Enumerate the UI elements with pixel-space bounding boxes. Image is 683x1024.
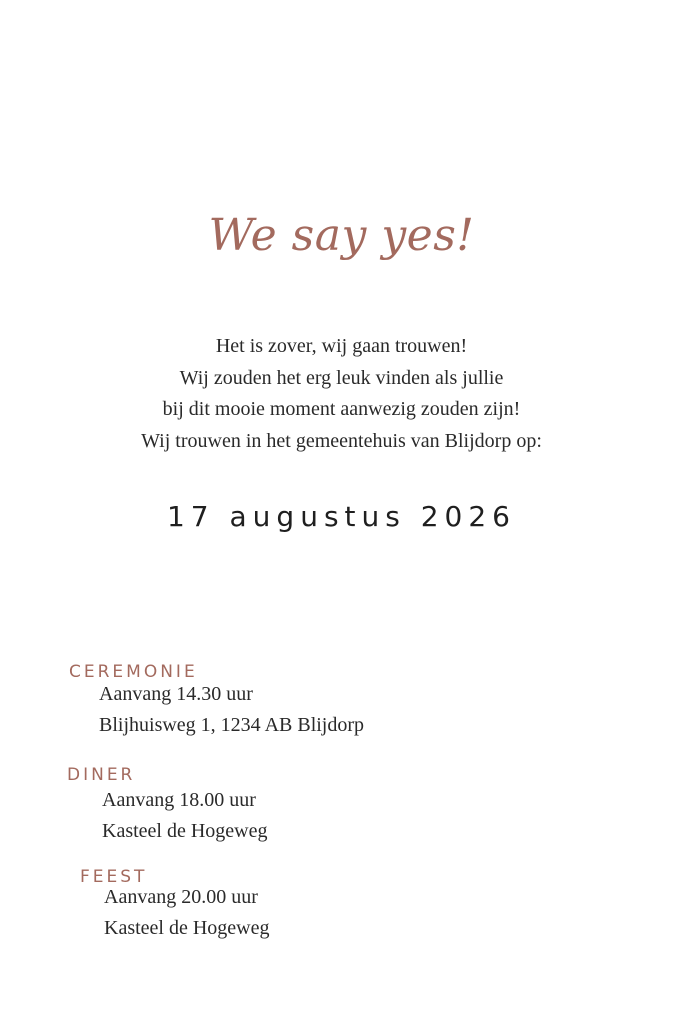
intro-line-2: Wij zouden het erg leuk vinden als jullie bbox=[179, 366, 504, 389]
headline: We say yes! bbox=[208, 210, 475, 261]
feest-location: Kasteel de Hogeweg bbox=[104, 917, 270, 939]
ceremonie-time: Aanvang 14.30 uur bbox=[99, 683, 253, 705]
diner-title: DINER bbox=[67, 765, 136, 785]
ceremonie-title: CEREMONIE bbox=[69, 662, 198, 682]
intro-line-1: Het is zover, wij gaan trouwen! bbox=[215, 335, 468, 357]
wedding-date: 17 augustus 2026 bbox=[166, 500, 516, 533]
feest-time: Aanvang 20.00 uur bbox=[104, 886, 258, 908]
diner-time: Aanvang 18.00 uur bbox=[102, 789, 256, 811]
intro-line-3: bij dit mooie moment aanwezig zouden zijn! bbox=[162, 398, 521, 420]
diner-location: Kasteel de Hogeweg bbox=[102, 820, 268, 842]
intro-line-4: Wij trouwen in het gemeentehuis van Blijdorp op: bbox=[141, 429, 542, 452]
intro-text bbox=[0, 331, 683, 457]
ceremonie-location: Blijhuisweg 1, 1234 AB Blijdorp bbox=[99, 714, 365, 736]
feest-title: FEEST bbox=[80, 867, 148, 887]
